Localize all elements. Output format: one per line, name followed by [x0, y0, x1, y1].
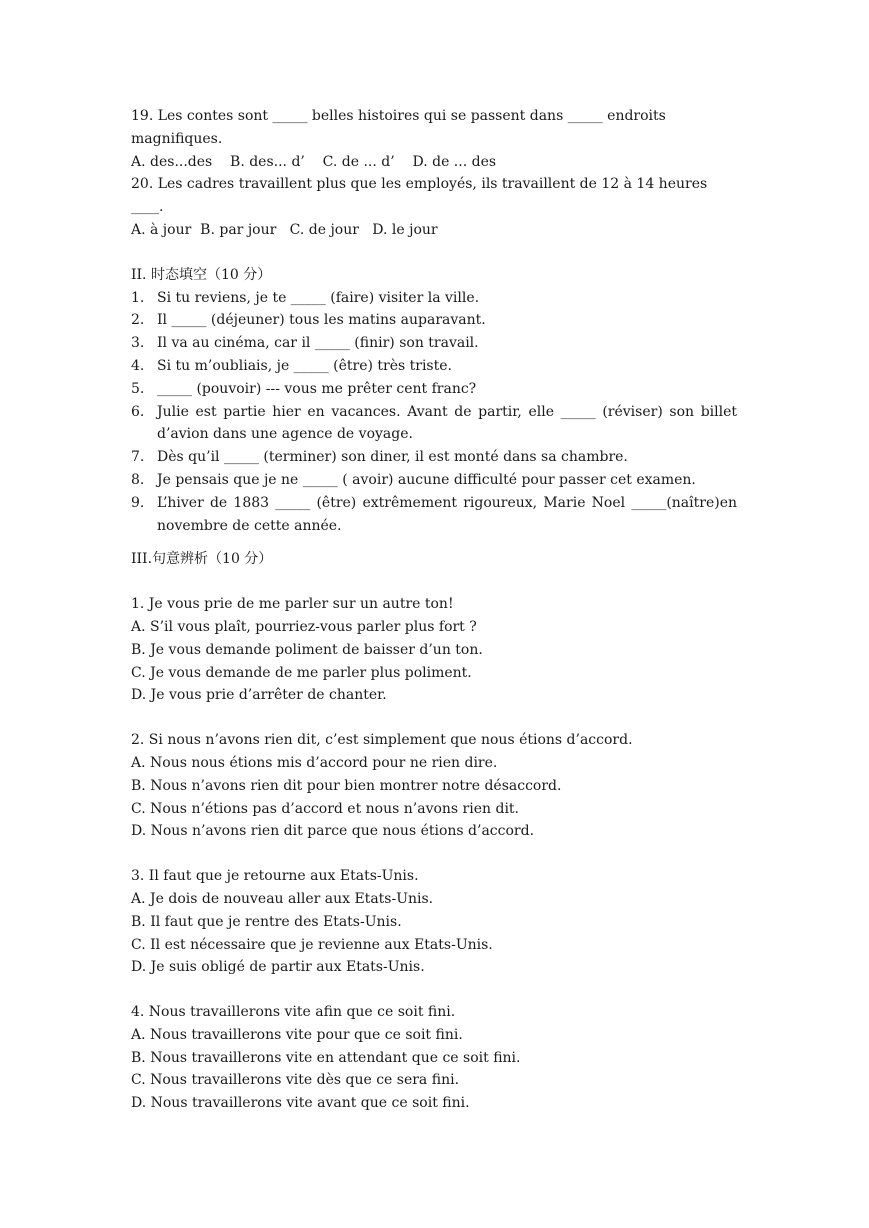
question-19-line1: 19. Les contes sont _____ belles histoires qui se passent dans _____ endroits [131, 108, 666, 124]
question-stem: 2. Si nous n’avons rien dit, c’est simplement que nous étions d’accord. [131, 732, 633, 749]
section-3-question-3 [131, 865, 737, 979]
question-stem: 4. Nous travaillerons vite afin que ce soit fini. [131, 1004, 456, 1021]
section-3-heading: III.句意辨析（10 分） [131, 551, 273, 568]
option-c: C. Il est nécessaire que je revienne aux Etats-Unis. [131, 936, 493, 953]
question-20-line2: ____. [131, 199, 164, 216]
section-2-heading: II. 时态填空（10 分） [131, 266, 272, 283]
option-b: B. Je vous demande poliment de baisser d’un ton. [131, 641, 483, 658]
option-c: C. Je vous demande de me parler plus poliment. [131, 664, 472, 681]
option-c: C. Nous travaillerons vite dès que ce sera fini. [131, 1072, 460, 1089]
section-3-question-4 [131, 1001, 737, 1115]
option-c: C. Nous n’étions pas d’accord et nous n’avons rien dit. [131, 800, 519, 817]
option-d: D. Je suis obligé de partir aux Etats-Unis. [131, 959, 425, 976]
option-a: A. S’il vous plaît, pourriez-vous parler plus fort ? [131, 618, 477, 635]
option-d: D. Nous n’avons rien dit parce que nous étions d’accord. [131, 823, 535, 840]
section-2-item: 6. Julie est partie hier en vacances. Avant de partir, elle _____ (réviser) son billet d’avion dans une agence de voyage. [131, 403, 742, 443]
question-stem: 3. Il faut que je retourne aux Etats-Unis. [131, 868, 419, 885]
question-stem: 1. Je vous prie de me parler sur un autre ton! [131, 596, 454, 613]
section-2-item: 1. Si tu reviens, je te _____ (faire) visiter la ville. [131, 289, 480, 306]
section-2-item: 3. Il va au cinéma, car il _____ (finir) son travail. [131, 335, 479, 352]
section-2-item: 4. Si tu m’oubliais, je _____ (être) très triste. [131, 357, 452, 374]
option-a: A. Je dois de nouveau aller aux Etats-Unis. [131, 890, 434, 907]
section-3-question-2 [131, 729, 737, 843]
option-b: B. Nous n’avons rien dit pour bien montrer notre désaccord. [131, 777, 562, 794]
section-2-item: 9. L’hiver de 1883 _____ (être) extrêmement rigoureux, Marie Noel _____(naître)en novembre de cette année. [131, 494, 742, 534]
section-2-item: 5. _____ (pouvoir) --- vous me prêter cent franc? [131, 380, 477, 397]
option-b: B. Il faut que je rentre des Etats-Unis. [131, 913, 402, 930]
section-2-item: 2. Il _____ (déjeuner) tous les matins auparavant. [131, 312, 486, 329]
section-2-item: 8. Je pensais que je ne _____ ( avoir) aucune difficulté pour passer cet examen. [131, 471, 696, 488]
question-19-line2: magnifiques. [131, 130, 223, 147]
option-d: D. Je vous prie d’arrêter de chanter. [131, 687, 387, 704]
option-d: D. Nous travaillerons vite avant que ce soit fini. [131, 1095, 470, 1112]
document-page [131, 105, 742, 1115]
option-b: B. Nous travaillerons vite en attendant que ce soit fini. [131, 1049, 521, 1066]
section-2-item: 7. Dès qu’il _____ (terminer) son diner, il est monté dans sa chambre. [131, 449, 628, 466]
option-a: A. Nous travaillerons vite pour que ce soit fini. [131, 1026, 463, 1043]
question-19-options: A. des...des B. des... d’ C. de ... d’ D. de ... des [131, 153, 497, 170]
question-20-options: A. à jour B. par jour C. de jour D. le jour [131, 221, 438, 238]
option-a: A. Nous nous étions mis d’accord pour ne rien dire. [131, 754, 498, 771]
question-20-line1: 20. Les cadres travaillent plus que les employés, ils travaillent de 12 à 14 heures [131, 176, 708, 193]
section-3-question-1 [131, 593, 737, 707]
